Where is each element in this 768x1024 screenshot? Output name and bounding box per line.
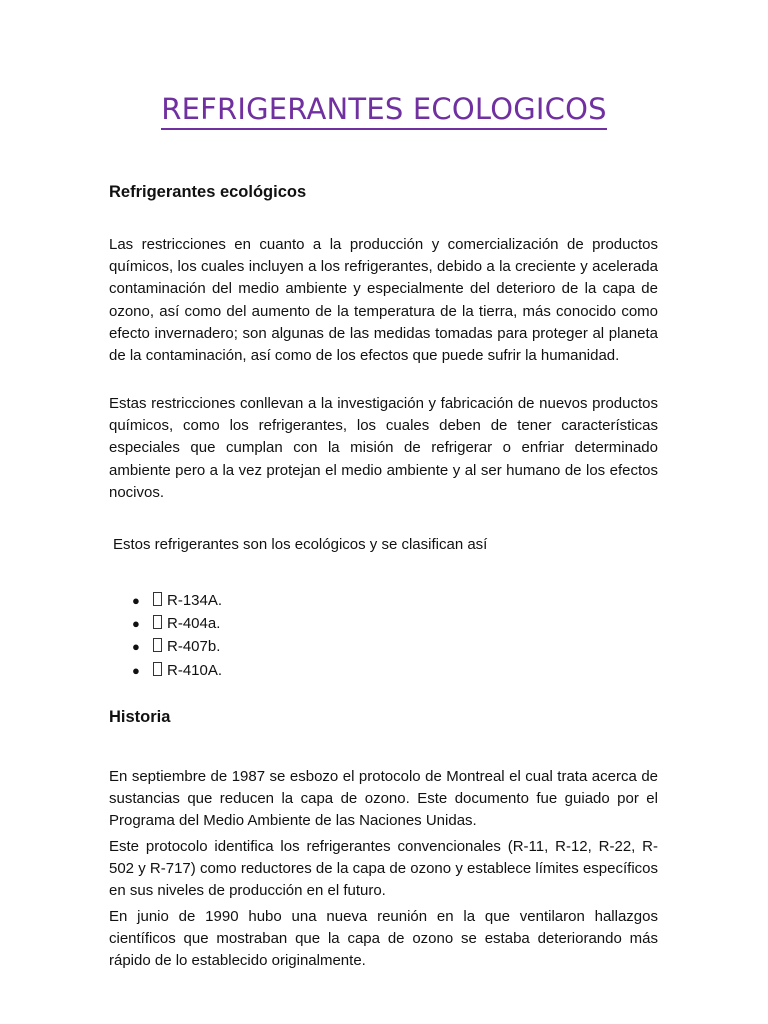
bullet-icon: ●	[132, 616, 140, 632]
paragraph-protocolo: Este protocolo identifica los refrigerantes convencionales (R-11, R-12, R-22, R-502 y R-717) como reductores de la capa de ozono y establece límites específicos en sus niveles de producción en el futuro.	[109, 838, 658, 900]
missing-glyph-box-icon	[153, 615, 162, 629]
missing-glyph-box-icon	[153, 662, 162, 676]
list-item: ● R-134A.	[132, 590, 222, 613]
paragraph-junio-1990: En junio de 1990 hubo una nueva reunión en la que ventilaron hallazgos científicos que mostraban que la capa de ozono se estaba deteriorando más rápido de lo establecido originalmente.	[109, 908, 658, 970]
section-heading-historia: Historia	[109, 708, 171, 726]
bullet-icon: ●	[132, 639, 140, 655]
section-heading-refrigerantes: Refrigerantes ecológicos	[109, 183, 307, 201]
list-intro: Estos refrigerantes son los ecológicos y se clasifican así	[113, 536, 488, 553]
bullet-icon: ●	[132, 593, 140, 608]
paragraph-conllevan: Estas restricciones conllevan a la investigación y fabricación de nuevos productos químicos, como los refrigerantes, los cuales deben de tener características especiales que cumplan con la misión de refrigerar o enfriar determinado ambiente pero a la vez protejan el medio ambiente y al ser humano de los efectos nocivos.	[109, 395, 658, 501]
list-item: ● R-407b.	[132, 636, 222, 659]
missing-glyph-box-icon	[153, 638, 162, 652]
list-item: ● R-404a.	[132, 613, 222, 636]
document-title-text: REFRIGERANTES ECOLOGICOS	[161, 92, 606, 130]
bullet-icon: ●	[132, 662, 140, 678]
paragraph-restricciones: Las restricciones en cuanto a la producción y comercialización de productos químicos, los cuales incluyen a los refrigerantes, debido a la creciente y acelerada contaminación del medio ambiente y especialmente del deterioro de la capa de ozono, así como del aumento de la temperatura de la tierra, más conocido como efecto invernadero; son algunas de las medidas tomadas para proteger al planeta de la contaminación, así como de los efectos que puede sufrir la humanidad.	[109, 236, 658, 365]
list-item: ● R-410A.	[132, 660, 222, 683]
document-title	[0, 92, 768, 130]
paragraph-montreal: En septiembre de 1987 se esbozo el protocolo de Montreal el cual trata acerca de sustancias que reducen la capa de ozono. Este documento fue guiado por el Programa del Medio Ambiente de las Naciones Unidas.	[109, 768, 658, 830]
refrigerant-list	[132, 590, 222, 683]
missing-glyph-box-icon	[153, 592, 162, 606]
